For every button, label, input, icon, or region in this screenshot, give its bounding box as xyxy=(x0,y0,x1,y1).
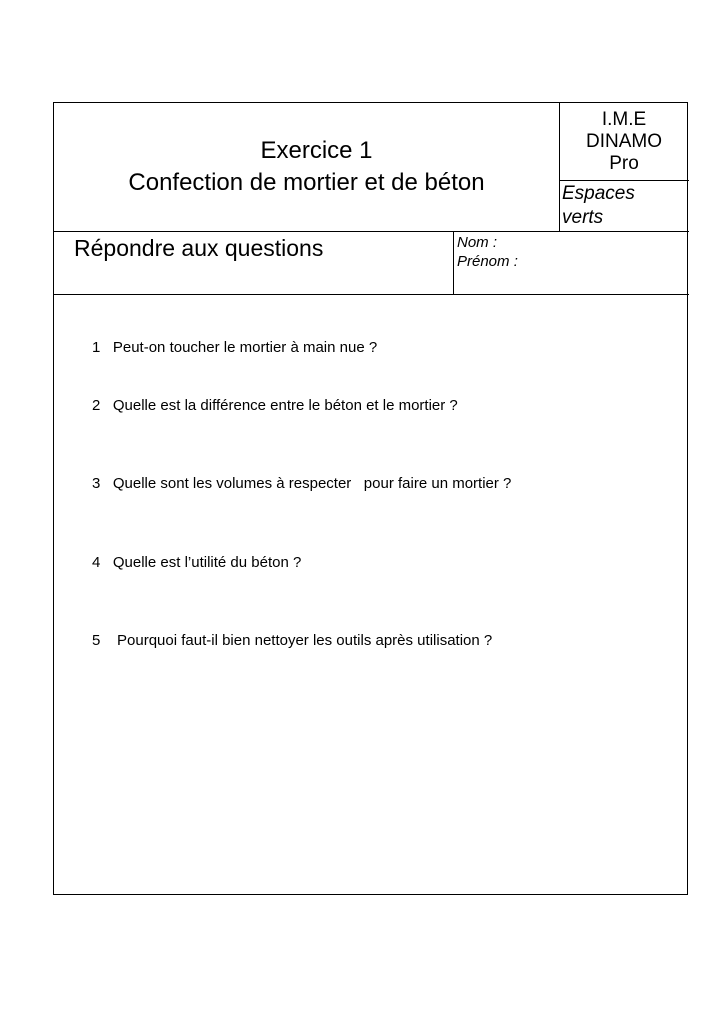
org-sector-divider xyxy=(559,180,689,181)
question-item xyxy=(92,632,492,650)
org-line-2: DINAMO xyxy=(586,130,662,152)
question-number: 3 xyxy=(92,475,101,492)
student-name-block xyxy=(457,233,518,271)
question-item xyxy=(92,339,377,357)
question-number: 5 xyxy=(92,632,101,649)
question-list xyxy=(54,293,689,893)
prenom-label: Prénom : xyxy=(457,253,518,270)
exercise-title: Exercice 1 xyxy=(260,137,373,164)
question-item xyxy=(92,554,301,572)
question-number: 4 xyxy=(92,554,101,571)
question-number: 2 xyxy=(92,397,101,414)
question-text: Pourquoi faut-il bien nettoyer les outils après utilisation ? xyxy=(117,632,493,649)
nom-label: Nom : xyxy=(457,234,498,251)
org-line-3: Pro xyxy=(609,152,639,174)
question-number: 1 xyxy=(92,339,101,356)
question-text: Quelle sont les volumes à respecter pour faire un mortier ? xyxy=(112,475,512,492)
sector-line-1: Espaces xyxy=(562,183,635,204)
title-block xyxy=(54,103,559,231)
question-item xyxy=(92,475,511,493)
question-text: Quelle est la différence entre le béton et le mortier ? xyxy=(112,397,458,414)
worksheet-frame xyxy=(53,102,688,895)
question-text: Quelle est l’utilité du béton ? xyxy=(112,554,302,571)
header-bottom-line xyxy=(54,231,689,232)
sector-block xyxy=(562,182,686,230)
instruction-text: Répondre aux questions xyxy=(74,235,324,261)
organisation-block xyxy=(559,103,689,180)
question-item xyxy=(92,397,458,415)
sector-line-2: verts xyxy=(562,207,604,228)
org-line-1: I.M.E xyxy=(601,108,647,130)
question-text: Peut-on toucher le mortier à main nue ? xyxy=(112,339,378,356)
exercise-subtitle: Confection de mortier et de béton xyxy=(128,169,485,196)
name-block-divider xyxy=(453,231,454,294)
